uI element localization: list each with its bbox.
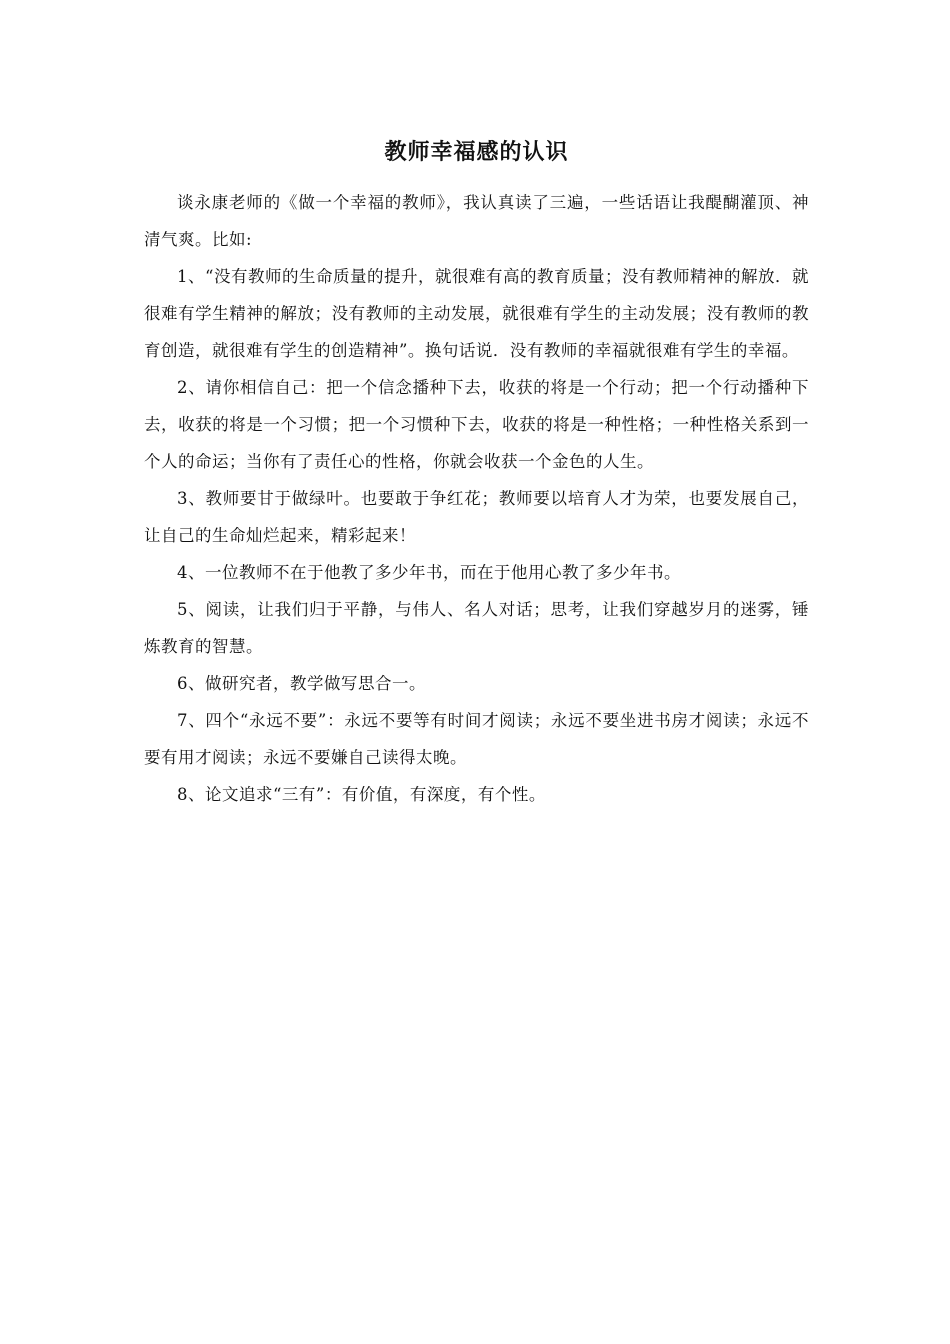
paragraph-item-7: 7、四个“永远不要”：永远不要等有时间才阅读；永远不要坐进书房才阅读；永远不要有用才阅读；永远不要嫌自己读得太晚。: [144, 711, 809, 767]
paragraph-item-1: 1、“没有教师的生命质量的提升，就很难有高的教育质量；没有教师精神的解放．就很难有学生精神的解放；没有教师的主动发展，就很难有学生的主动发展；没有教师的教育创造，就很难有学生的创造精神”。换句话说．没有教师的幸福就很难有学生的幸福。: [144, 267, 809, 360]
paragraph-item-6: 6、做研究者，教学做写思合一。: [177, 674, 426, 693]
paragraph-item-2: 2、请你相信自己：把一个信念播种下去，收获的将是一个行动；把一个行动播种下去，收获的将是一个习惯；把一个习惯种下去，收获的将是一种性格；一种性格关系到一个人的命运；当你有了责任心的性格，你就会收获一个金色的人生。: [144, 378, 809, 471]
paragraph-item-5: 5、阅读，让我们归于平静，与伟人、名人对话；思考，让我们穿越岁月的迷雾，锤炼教育的智慧。: [144, 600, 809, 656]
document-body: [144, 184, 809, 813]
paragraph-item-4: 4、一位教师不在于他教了多少年书，而在于他用心教了多少年书。: [177, 563, 681, 582]
paragraph-item-3: 3、教师要甘于做绿叶。也要敢于争红花；教师要以培育人才为荣，也要发展自己，让自己的生命灿烂起来，精彩起来！: [144, 489, 809, 545]
document-page: [144, 0, 809, 1344]
paragraph-intro: 谈永康老师的《做一个幸福的教师》，我认真读了三遍，一些话语让我醍醐灌顶、神清气爽。比如:: [144, 193, 809, 249]
paragraph-item-8: 8、论文追求“三有”：有价值，有深度，有个性。: [177, 785, 546, 804]
document-title: 教师幸福感的认识: [384, 139, 569, 165]
